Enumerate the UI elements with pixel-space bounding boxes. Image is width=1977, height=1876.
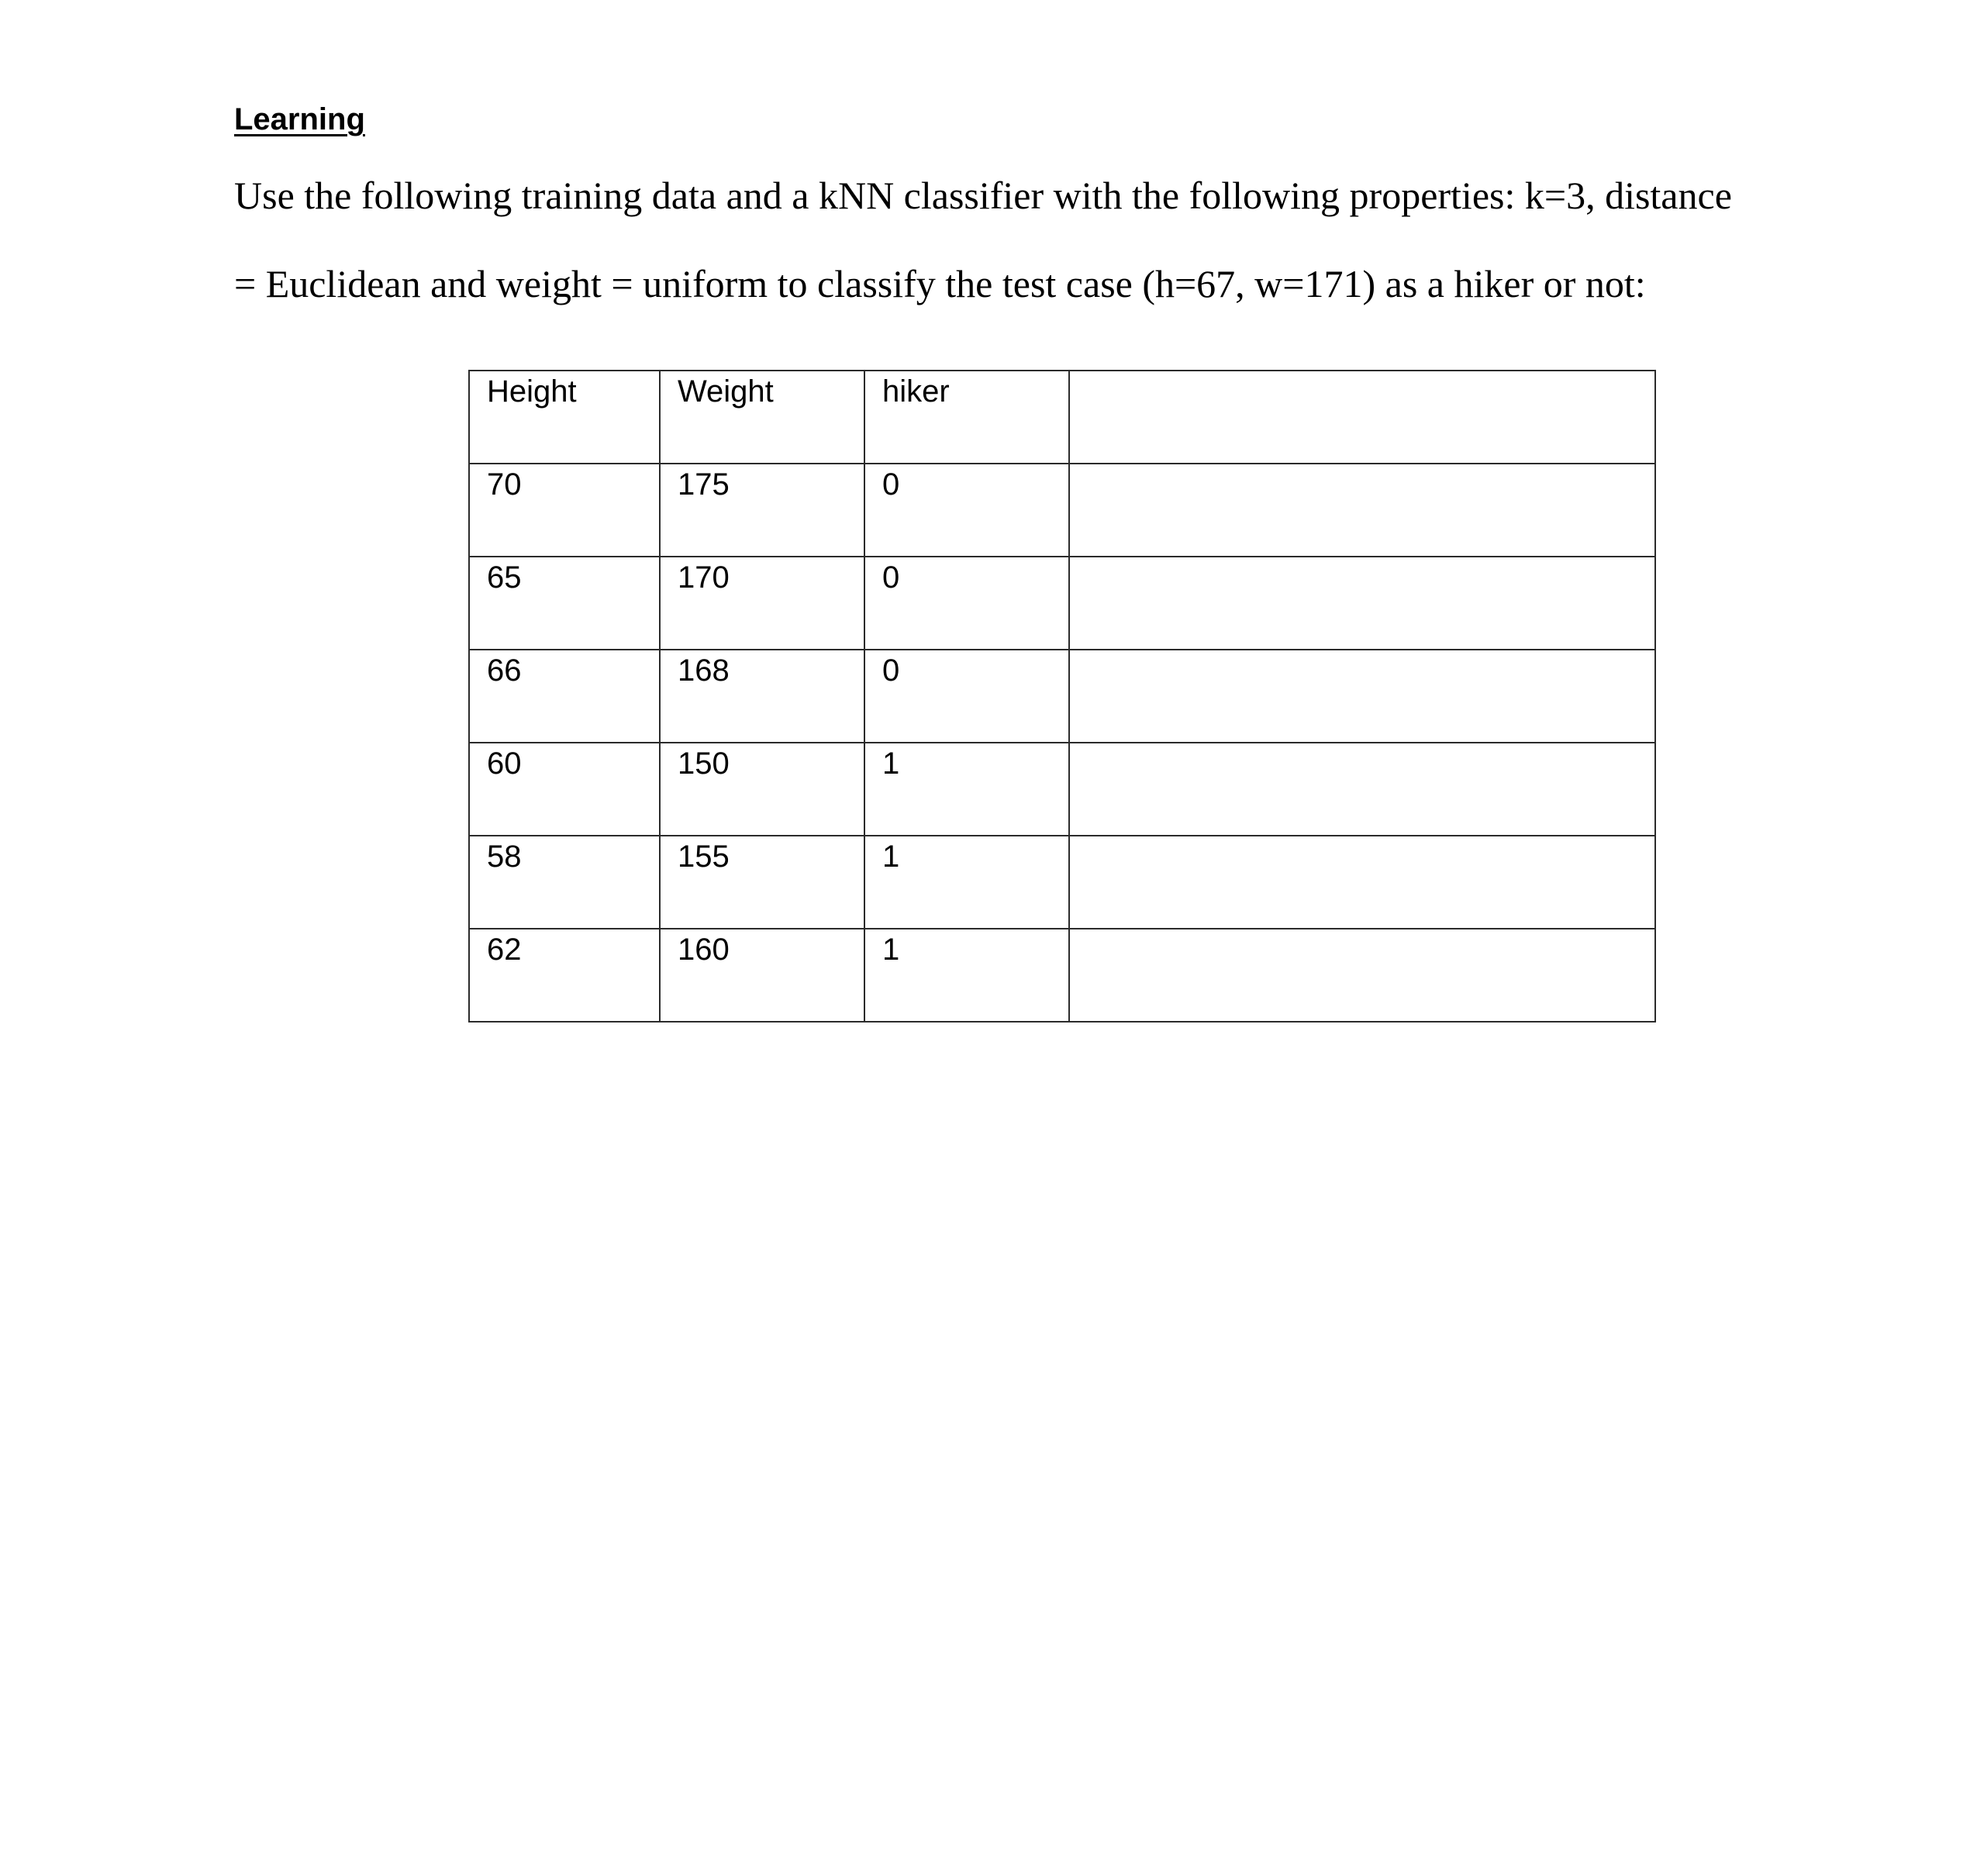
table-row xyxy=(469,929,1655,1022)
cell-value: 155 xyxy=(678,840,730,874)
cell-value: 150 xyxy=(678,747,730,781)
cell-value: 0 xyxy=(882,467,900,502)
header-weight-label: Weight xyxy=(678,374,774,409)
cell-hiker xyxy=(864,464,1069,557)
cell-value: 65 xyxy=(487,560,522,595)
cell-height xyxy=(469,743,660,836)
cell-value: 175 xyxy=(678,467,730,502)
cell-height xyxy=(469,557,660,650)
cell-empty xyxy=(1069,929,1655,1022)
instruction-line-2: = Euclidean and weight = uniform to classify the test case (h=67, w=171) as a hiker or not: xyxy=(234,262,1646,305)
cell-empty xyxy=(1069,743,1655,836)
cell-empty xyxy=(1069,557,1655,650)
cell-weight xyxy=(660,557,864,650)
cell-hiker xyxy=(864,650,1069,743)
section-heading: Learning xyxy=(234,102,365,136)
cell-value: 0 xyxy=(882,560,900,595)
table-row xyxy=(469,557,1655,650)
cell-height xyxy=(469,650,660,743)
cell-value: 66 xyxy=(487,653,522,688)
header-height-label: Height xyxy=(487,374,577,409)
cell-empty xyxy=(1069,650,1655,743)
cell-height xyxy=(469,464,660,557)
cell-hiker xyxy=(864,929,1069,1022)
header-cell-height xyxy=(469,371,660,464)
table-header-row xyxy=(469,371,1655,464)
table-row xyxy=(469,836,1655,929)
instruction-line-1: Use the following training data and a kNN classifier with the following properties: k=3, distance xyxy=(234,174,1732,217)
header-cell-hiker xyxy=(864,371,1069,464)
cell-value: 62 xyxy=(487,933,522,967)
training-data-table xyxy=(468,370,1656,1022)
cell-hiker xyxy=(864,557,1069,650)
header-hiker-label: hiker xyxy=(882,374,950,409)
table-row xyxy=(469,464,1655,557)
cell-weight xyxy=(660,743,864,836)
cell-weight xyxy=(660,836,864,929)
cell-hiker xyxy=(864,836,1069,929)
cell-weight xyxy=(660,650,864,743)
cell-value: 160 xyxy=(678,933,730,967)
cell-value: 1 xyxy=(882,933,900,967)
cell-value: 58 xyxy=(487,840,522,874)
cell-value: 60 xyxy=(487,747,522,781)
header-cell-empty xyxy=(1069,371,1655,464)
cell-value: 70 xyxy=(487,467,522,502)
cell-value: 1 xyxy=(882,840,900,874)
cell-weight xyxy=(660,464,864,557)
header-cell-weight xyxy=(660,371,864,464)
cell-weight xyxy=(660,929,864,1022)
cell-height xyxy=(469,836,660,929)
cell-hiker xyxy=(864,743,1069,836)
cell-value: 168 xyxy=(678,653,730,688)
cell-value: 1 xyxy=(882,747,900,781)
cell-height xyxy=(469,929,660,1022)
cell-empty xyxy=(1069,836,1655,929)
cell-value: 0 xyxy=(882,653,900,688)
table-row xyxy=(469,743,1655,836)
table-row xyxy=(469,650,1655,743)
cell-value: 170 xyxy=(678,560,730,595)
cell-empty xyxy=(1069,464,1655,557)
